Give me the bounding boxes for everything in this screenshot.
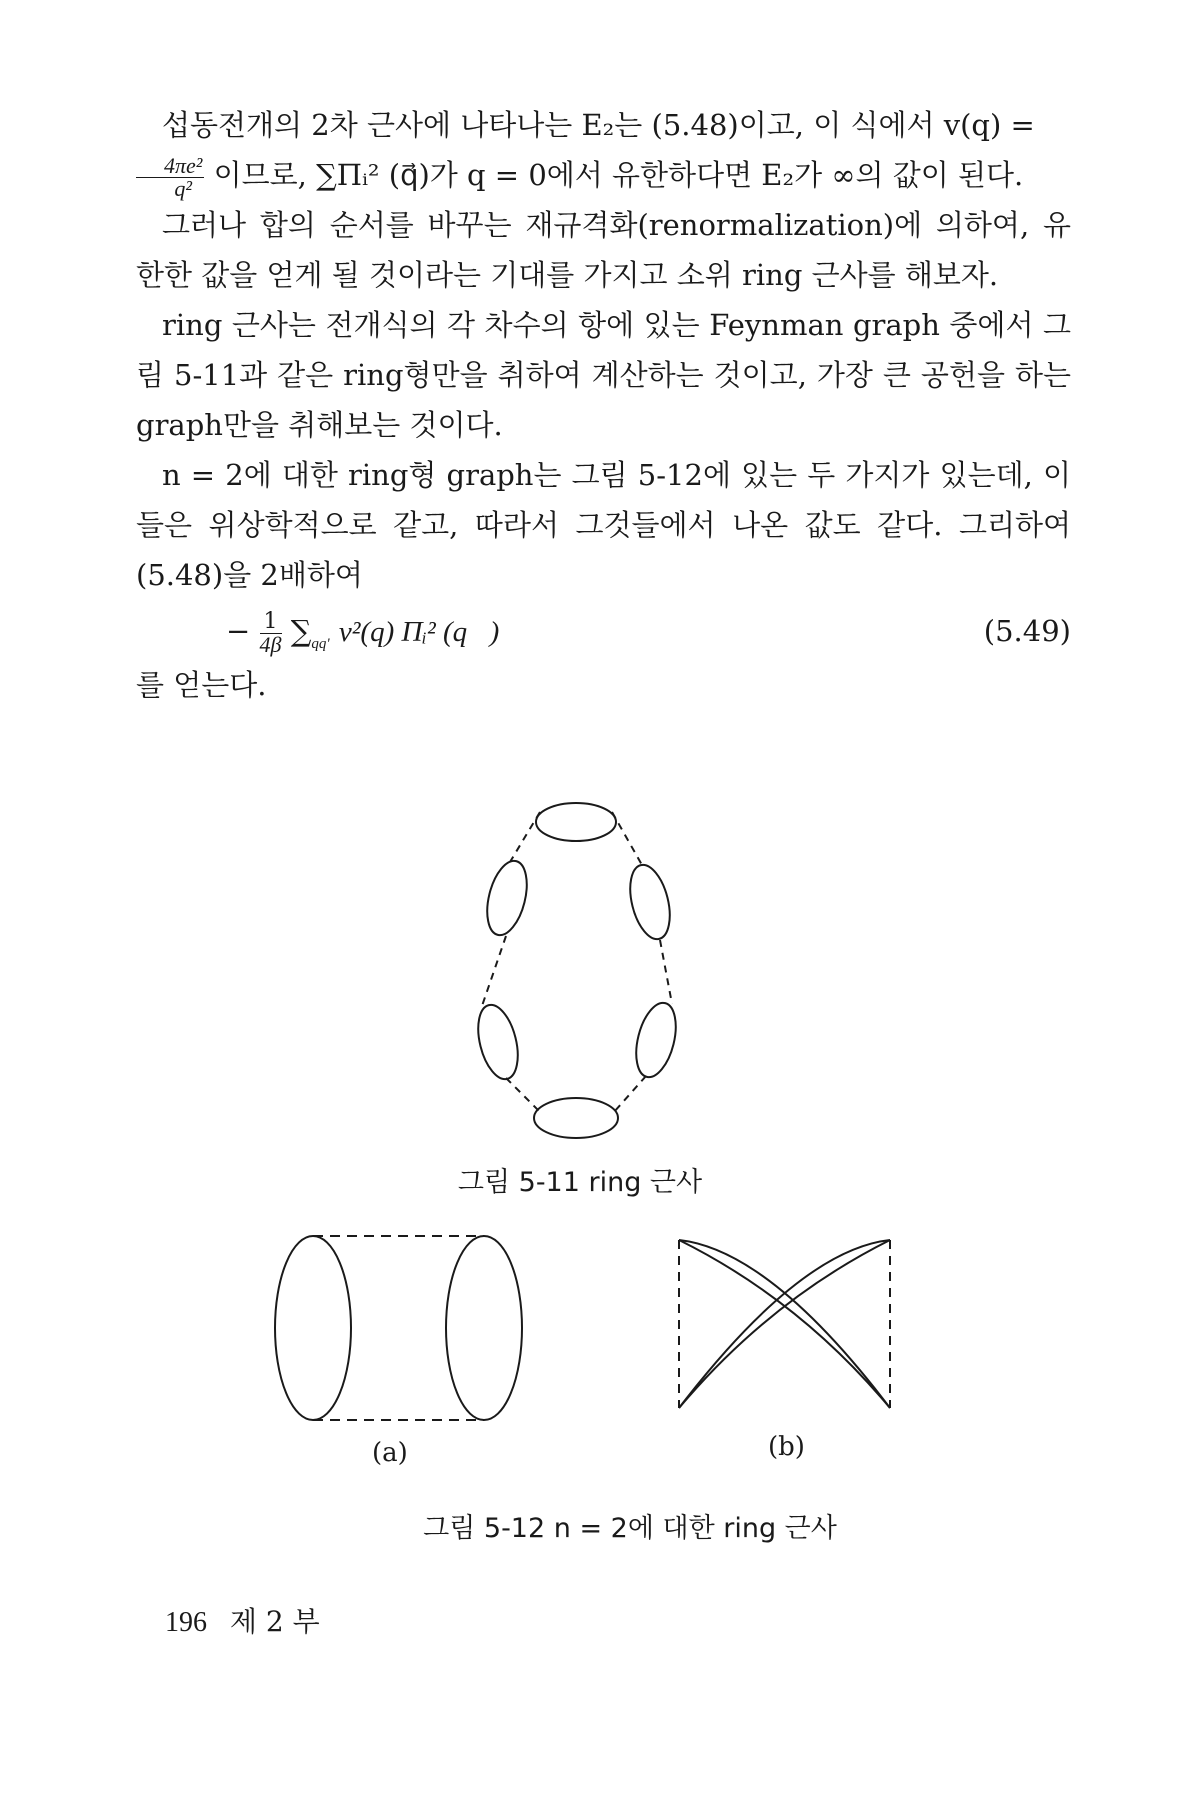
equation-fraction-denominator: 4β — [259, 631, 282, 657]
figure-5-11-caption: 그림 5-11 ring 근사 — [457, 1167, 703, 1198]
figure-5-12a-label: (a) — [372, 1438, 408, 1468]
crossing-curve — [679, 1240, 890, 1408]
coulomb-fraction-numerator: 4πe² — [136, 155, 204, 178]
paragraph-2: 그러나 합의 순서를 바꾸는 재규격화(renormalization)에 의하여, 유한한 값을 얻게 될 것이라는 기대를 가지고 소위 ring 근사를 해보자. — [136, 208, 1071, 292]
page-number: 196 — [165, 1607, 207, 1638]
crossing-curve — [679, 1240, 890, 1408]
page-footer — [165, 1600, 320, 1640]
equation-sum: ∑ — [290, 614, 312, 648]
part-label: 제 2 부 — [229, 1605, 320, 1638]
equation-fraction-numerator: 1 — [260, 611, 282, 634]
paragraph-1-line-2: 이므로, ∑Πᵢ² (q⃗)가 q = 0에서 유한하다면 E₂가 ∞의 값이 된다. — [213, 158, 1024, 192]
equation-expression: v²(q) Πᵢ² (q⃗) — [338, 616, 500, 648]
equation-number: (5.49) — [983, 614, 1071, 648]
figure-5-12b-label: (b) — [768, 1432, 805, 1462]
paragraph-5: 를 얻는다. — [136, 668, 267, 702]
paragraph-3: ring 근사는 전개식의 각 차수의 항에 있는 Feynman graph 중에서 그림 5-11과 같은 ring형만을 취하여 계산하는 것이고, 가장 큰 공헌을 하는 graph만을 취해보는 것이다. — [136, 308, 1071, 442]
equation-prefix: − — [226, 614, 251, 648]
paragraph-1-line-1: 섭동전개의 2차 근사에 나타나는 E₂는 (5.48)이고, 이 식에서 v(q) = — [162, 108, 1035, 142]
paragraph-4: n = 2에 대한 ring형 graph는 그림 5-12에 있는 두 가지가 있는데, 이들은 위상학적으로 같고, 따라서 그것들에서 나온 값도 같다. 그리하여 (5.48)을 2배하여 — [136, 458, 1071, 592]
crossing-curve — [679, 1240, 890, 1408]
crossing-curve — [679, 1240, 890, 1408]
coulomb-fraction-denominator: q² — [174, 175, 192, 201]
figure-5-12-caption: 그림 5-12 n = 2에 대한 ring 근사 — [423, 1513, 837, 1544]
equation-sum-subscript: qq' — [311, 635, 330, 652]
